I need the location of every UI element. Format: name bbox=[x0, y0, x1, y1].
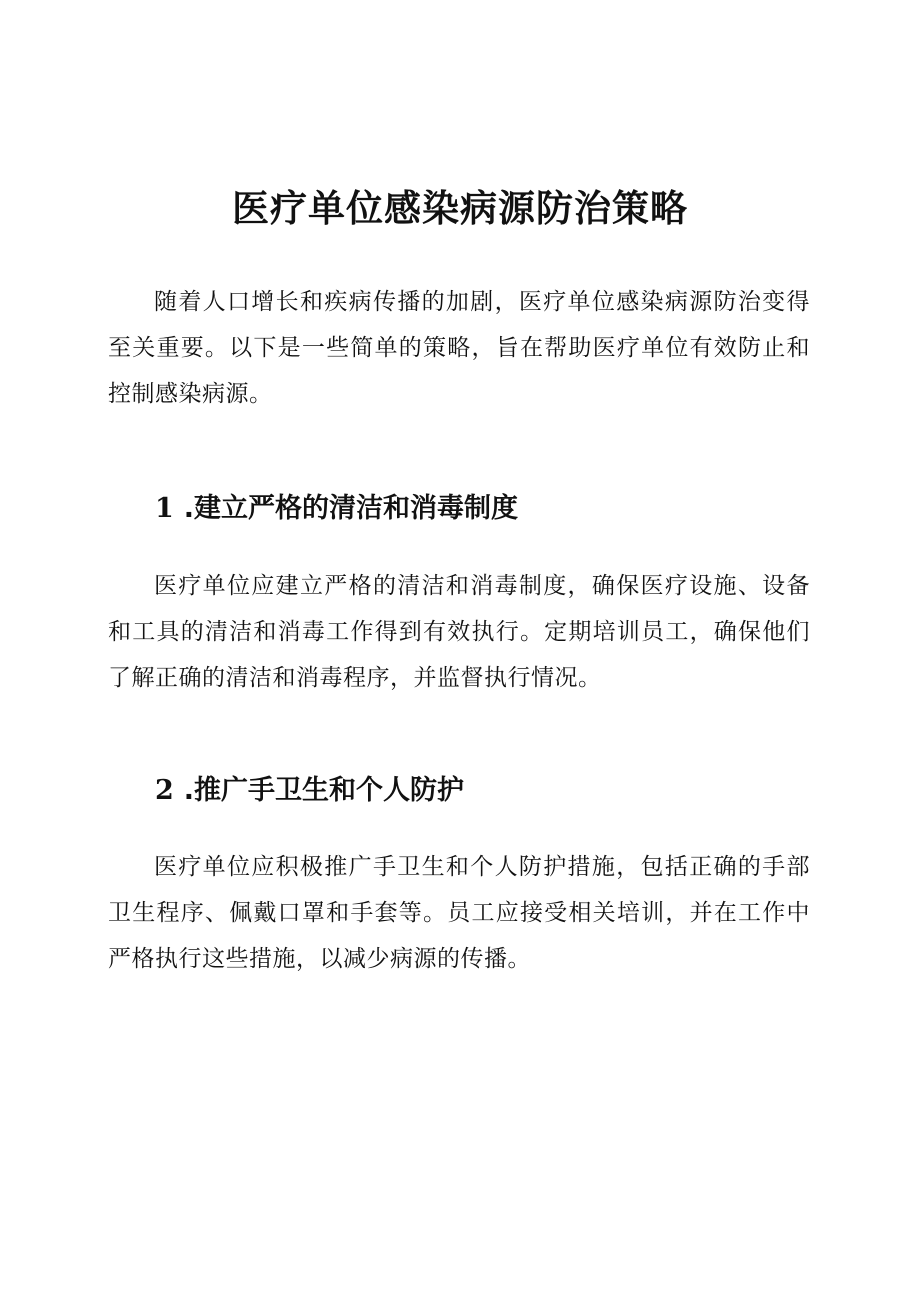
section-2-body: 医疗单位应积极推广手卫生和个人防护措施，包括正确的手部卫生程序、佩戴口罩和手套等。员工应接受相关培训，并在工作中严格执行这些措施，以减少病源的传播。 bbox=[108, 854, 810, 972]
section-2-heading-text: .推广手卫生和个人防护 bbox=[183, 775, 465, 806]
intro-paragraph: 随着人口增长和疾病传播的加剧，医疗单位感染病源防治变得至关重要。以下是一些简单的策略，旨在帮助医疗单位有效防止和控制感染病源。 bbox=[108, 289, 810, 407]
section-1-body: 医疗单位应建立严格的清洁和消毒制度，确保医疗设施、设备和工具的清洁和消毒工作得到有效执行。定期培训员工，确保他们了解正确的清洁和消毒程序，并监督执行情况。 bbox=[108, 573, 810, 691]
section-1-heading-text: .建立严格的清洁和消毒制度 bbox=[183, 493, 519, 524]
section-2-number: 2 bbox=[155, 775, 174, 806]
section-1-number: 1 bbox=[155, 493, 174, 524]
document-title: 医疗单位感染病源防治策略 bbox=[232, 187, 688, 230]
section-2-heading bbox=[155, 768, 464, 807]
section-1-heading bbox=[155, 486, 518, 525]
